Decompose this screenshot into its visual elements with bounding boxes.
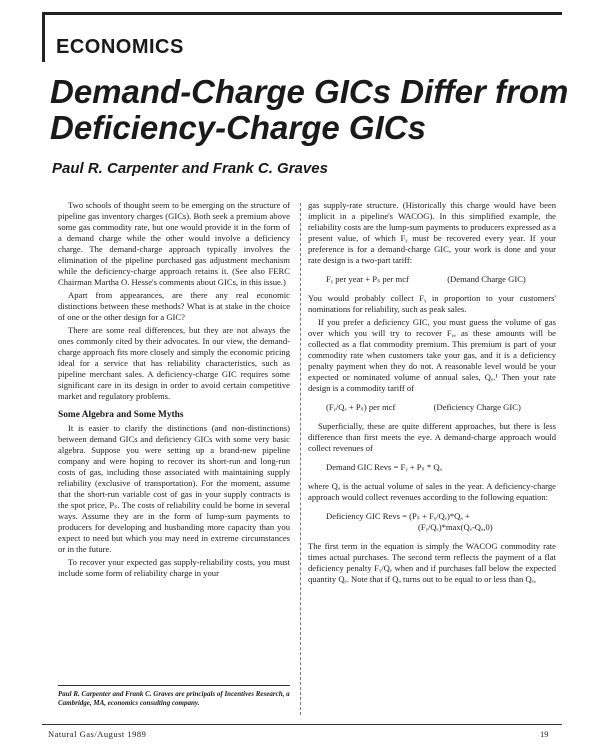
- page-number: 19: [540, 729, 549, 739]
- formula-label: (Deficiency Charge GIC): [433, 402, 521, 412]
- paragraph: To recover your expected gas supply-reliability costs, you must include some form of reliability charge in your: [58, 557, 290, 578]
- paragraph: If you prefer a deficiency GIC, you must guess the volume of gas over which you will try to recover Fᵧ, as these amounts will be collected as a flat commodity premium. This premium is part of your commodity rate when customers take your gas, and it is a deficiency penalty payment when they do not. A reasonable level would be your expected or nominated volume of annual sales, Qₑ.¹ Then your rate design is a commodity tariff of: [308, 317, 556, 393]
- section-label: ECONOMICS: [56, 36, 184, 58]
- footnote-rule: [58, 685, 290, 686]
- paragraph: It is easier to clarify the distinctions (and non-distinctions) between demand GICs and deficiency GICs with some very basic algebra. Suppose you were setting up a brand-new pipeline company and were hoping to recover its short-run and long-run costs of gas, including those associated with maintaining supply reliability (exclusive of transportation). For the moment, assume that the short-run variable cost of gas in your supply contracts is the spot price, Pₛ. The costs of reliability could be borne in several ways. Assume they are in the form of lump-sum payments to producers for developing and husbanding more capacity than you expect to need but which you may need in extreme circumstances or in the future.: [58, 423, 290, 554]
- title-line-1: Demand-Charge GICs Differ from: [50, 73, 569, 110]
- author-footnote: Paul R. Carpenter and Frank C. Graves are principals of Incentives Research, a Cambridge, MA, economics consulting company.: [58, 690, 290, 707]
- formula-deficiency: [326, 402, 556, 413]
- paragraph: where Qₐ is the actual volume of sales in the year. A deficiency-charge approach would collect revenues according to the following equation:: [308, 481, 556, 502]
- formula-expression: Fᵧ per year + Pₛ per mcf: [326, 274, 409, 284]
- formula-deficiency-revs: [326, 511, 556, 533]
- section-rule: [42, 12, 45, 62]
- article-title: [50, 74, 570, 146]
- formula-line: (Fᵧ/Qₑ)*max(Qₑ-Qₐ,0): [418, 522, 493, 532]
- paragraph: Two schools of thought seem to be emerging on the structure of pipeline gas inventory charges (GICs). Both seek a premium above some gas commodity rate, but one would provide it in the form of a demand charge while the other would involve a deficiency charge. The demand-charge approach typically involves the elimination of the pipeline purchased gas adjustment mechanism while the deficiency-charge approach retains it. (See also FERC Chairman Martha O. Hesse's comments about GICs, in this issue.): [58, 200, 290, 287]
- paragraph: You would probably collect Fᵧ in proportion to your customers' nominations for reliability, such as peak sales.: [308, 293, 556, 314]
- formula-demand-revs: Demand GIC Revs = Fᵧ + Pₛ * Qₐ: [326, 462, 442, 472]
- paragraph: There are some real differences, but they are not always the ones commonly cited by their advocates. In our view, the demand-charge approach fits more closely and simply the economic pricing ideal for a service that has reliability characteristics, such as pipeline merchant sales. A deficiency-charge GIC requires some significant care in its design in order to avoid certain competitive market and regulatory problems.: [58, 325, 290, 401]
- column-divider: [300, 203, 301, 715]
- paragraph: The first term in the equation is simply the WACOG commodity rate times actual purchases. The second term reflects the payment of a flat deficiency penalty Fᵧ/Qₑ when and if purchases fall below the expected quantity Qₑ. Note that if Qₐ turns out to be equal to or less than Qₑ,: [308, 541, 556, 584]
- left-column: [58, 200, 290, 581]
- paragraph: gas supply-rate structure. (Historically this charge would have been implicit in a pipeline's WACOG). In this simplified example, the reliability costs are the lump-sum payments to producers expressed as a present value, of which Fᵧ must be recovered every year. If your preference is for a demand-charge GIC, your work is done and your rate design is a two-part tariff:: [308, 200, 556, 265]
- subheading: Some Algebra and Some Myths: [58, 410, 184, 420]
- formula-demand: [326, 274, 556, 285]
- title-line-2: Deficiency-Charge GICs: [50, 109, 426, 146]
- formula-line: Deficiency GIC Revs = (Pₛ + Fᵧ/Qₑ)*Qₐ +: [326, 511, 470, 521]
- right-column: [308, 200, 556, 587]
- journal-footer: Natural Gas/August 1989: [48, 729, 147, 739]
- top-rule: [42, 12, 562, 15]
- formula-label: (Demand Charge GIC): [447, 274, 526, 284]
- paragraph: Apart from appearances, are there any real economic distinctions between these methods? What is at stake in the choice of one or the other design for a GIC?: [58, 290, 290, 322]
- footer-rule: [42, 724, 562, 725]
- formula-expression: (Fᵧ/Qₑ + Pₛ) per mcf: [326, 402, 396, 412]
- paragraph: Superficially, these are quite different approaches, but there is less difference than first meets the eye. A demand-charge approach would collect revenues of: [308, 421, 556, 453]
- authors: Paul R. Carpenter and Frank C. Graves: [52, 160, 328, 177]
